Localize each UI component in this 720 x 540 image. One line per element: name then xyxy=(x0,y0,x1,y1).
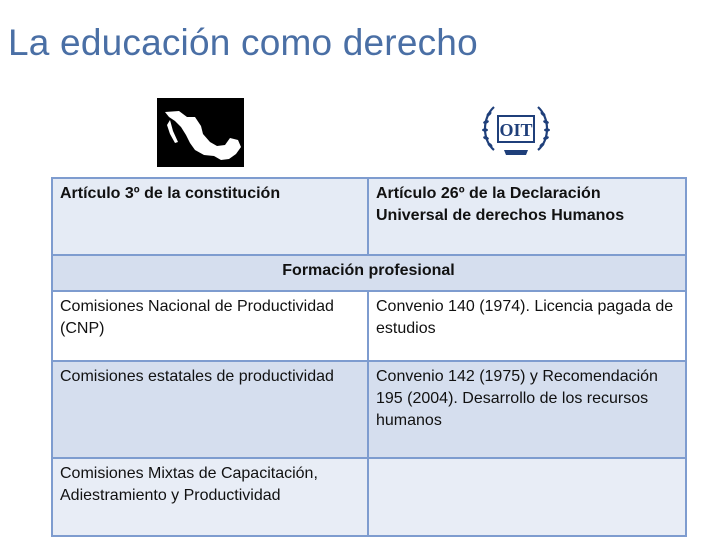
table-cell-right: Convenio 140 (1974). Licencia pagada de estudios xyxy=(368,291,686,361)
table-cell-right: Convenio 142 (1975) y Recomendación 195 (2004). Desarrollo de los recursos humanos xyxy=(368,361,686,458)
table-row xyxy=(52,361,686,458)
mexico-map-icon xyxy=(157,98,244,167)
slide-title: La educación como derecho xyxy=(8,22,478,63)
header-cell-right: Artículo 26º de la Declaración Universal de derechos Humanos xyxy=(368,178,686,255)
table-row xyxy=(52,291,686,361)
comparison-table xyxy=(51,177,687,537)
table-header-row xyxy=(52,178,686,255)
section-row xyxy=(52,255,686,291)
section-title: Formación profesional xyxy=(52,255,686,291)
oit-logo-text: OIT xyxy=(499,120,533,140)
table-cell-left: Comisiones Mixtas de Capacitación, Adiestramiento y Productividad xyxy=(52,458,368,536)
table-cell-left: Comisiones estatales de productividad xyxy=(52,361,368,458)
table-row xyxy=(52,458,686,536)
header-cell-left: Artículo 3º de la constitución xyxy=(52,178,368,255)
table-cell-right xyxy=(368,458,686,536)
table-cell-left: Comisiones Nacional de Productividad (CNP) xyxy=(52,291,368,361)
oit-logo-icon xyxy=(480,98,552,160)
